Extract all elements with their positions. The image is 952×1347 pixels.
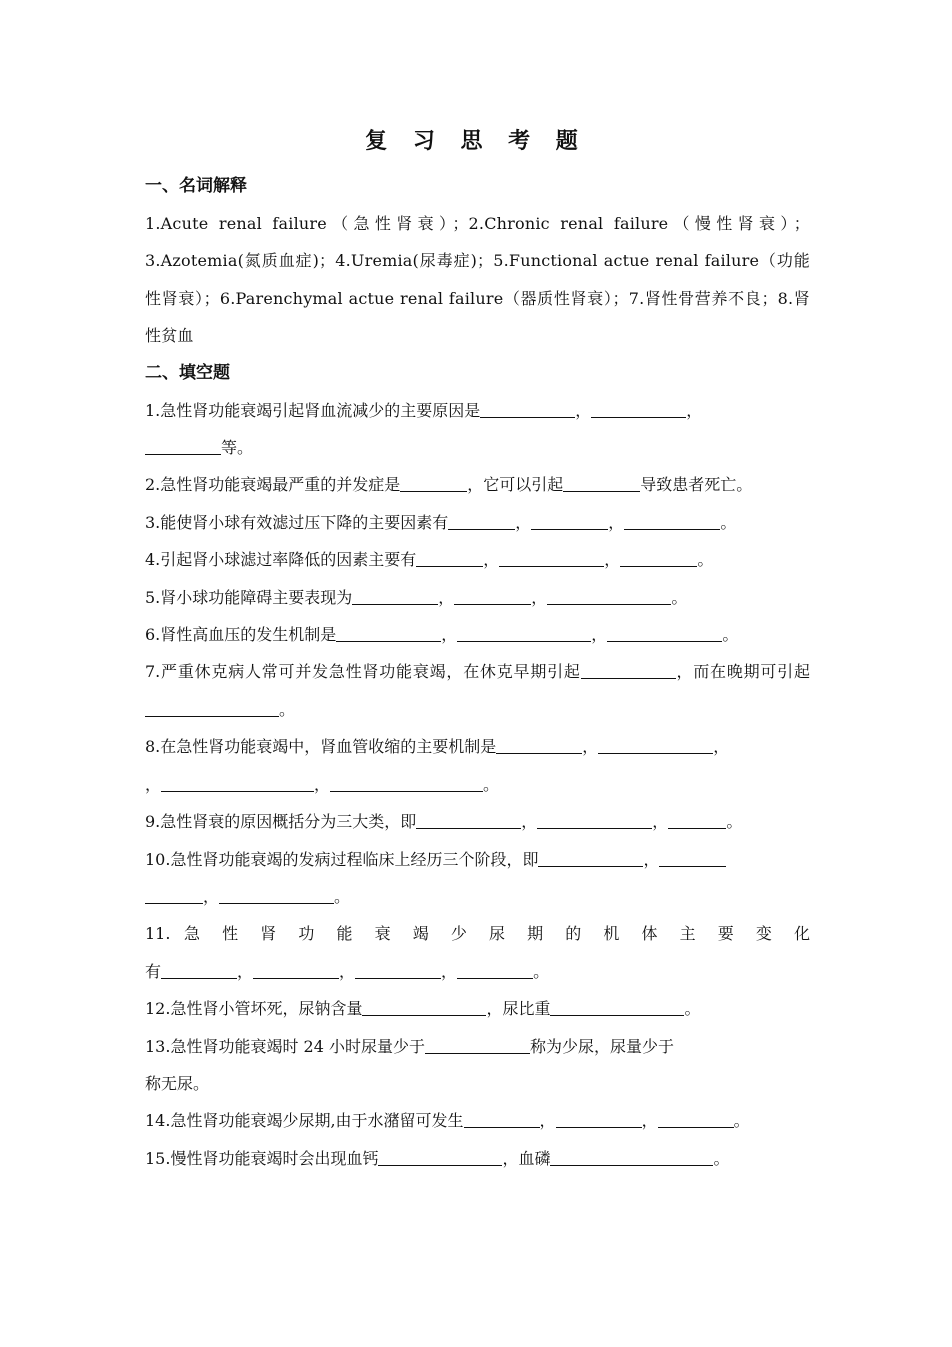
question-1: 1.急性肾功能衰竭引起肾血流减少的主要原因是 ， ， 等。 <box>145 400 703 458</box>
question-15: 15.慢性肾功能衰竭时会出现血钙 ，血磷 。 <box>145 1148 730 1168</box>
question-7: 7.严重休克病人常可并发急性肾功能衰竭，在休克早期引起 ，而在晚期可引起。 <box>145 662 810 719</box>
answer-blank[interactable] <box>537 810 652 829</box>
answer-blank[interactable] <box>581 660 676 679</box>
question-14: 14.急性肾功能衰竭少尿期,由于水潴留可发生 ， ， 。 <box>145 1111 750 1131</box>
question-3: 3.能使肾小球有效滤过压下降的主要因素有 ， ， 。 <box>145 512 737 532</box>
answer-blank[interactable] <box>145 885 203 904</box>
answer-blank[interactable] <box>556 1109 642 1128</box>
question-9: 9.急性肾衰的原因概括分为三大类，即 ， ， 。 <box>145 812 743 832</box>
answer-blank[interactable] <box>457 960 533 979</box>
answer-blank[interactable] <box>624 511 720 530</box>
answer-blank[interactable] <box>362 997 486 1016</box>
question-10: 10.急性肾功能衰竭的发病过程临床上经历三个阶段，即 ， ， 。 <box>145 841 810 916</box>
answer-blank[interactable] <box>480 399 575 418</box>
section-heading-definitions: 一、名词解释 <box>145 176 247 196</box>
answer-blank[interactable] <box>448 511 515 530</box>
question-13: 13.急性肾功能衰竭时 24 小时尿量少于 称为少尿，尿量少于 称无尿。 <box>145 1036 674 1093</box>
answer-blank[interactable] <box>499 548 604 567</box>
answer-blank[interactable] <box>659 848 726 867</box>
question-6: 6.肾性高血压的发生机制是 ， ， 。 <box>145 625 739 645</box>
answer-blank[interactable] <box>598 735 713 754</box>
question-2: 2.急性肾功能衰竭最严重的并发症是 ，它可以引起 导致患者死亡。 <box>145 475 753 495</box>
answer-blank[interactable] <box>145 436 221 455</box>
question-12: 12.急性肾小管坏死，尿钠含量 ，尿比重 。 <box>145 999 701 1019</box>
answer-blank[interactable] <box>620 548 697 567</box>
definitions-list: 1.Acute renal failure（急性肾衰）；2.Chronic renal failure（慢性肾衰）；3.Azotemia(氮质血症)；4.Uremia(尿毒症)；5.Functional actue renal failure（功能性肾衰）；6.Parenchymal actue renal failure（器质性肾衰）；7.肾性骨营养不良；8.肾性贫血 <box>145 214 810 346</box>
question-4: 4.引起肾小球滤过率降低的因素主要有 ， ， 。 <box>145 550 714 570</box>
answer-blank[interactable] <box>607 623 722 642</box>
answer-blank[interactable] <box>538 848 643 867</box>
answer-blank[interactable] <box>336 623 441 642</box>
content-body <box>145 168 810 1177</box>
answer-blank[interactable] <box>464 1109 540 1128</box>
answer-blank[interactable] <box>668 810 726 829</box>
answer-blank[interactable] <box>591 399 686 418</box>
section-heading-fill-blanks: 二、填空题 <box>145 362 230 383</box>
answer-blank[interactable] <box>161 773 314 792</box>
answer-blank[interactable] <box>219 885 334 904</box>
answer-blank[interactable] <box>563 473 640 492</box>
answer-blank[interactable] <box>496 735 582 754</box>
answer-blank[interactable] <box>416 810 521 829</box>
answer-blank[interactable] <box>400 473 467 492</box>
answer-blank[interactable] <box>416 548 483 567</box>
answer-blank[interactable] <box>454 586 531 605</box>
answer-blank[interactable] <box>253 960 339 979</box>
answer-blank[interactable] <box>425 1035 530 1054</box>
question-8: 8.在急性肾功能衰竭中，肾血管收缩的主要机制是 ， ， ， ， 。 <box>145 737 730 794</box>
answer-blank[interactable] <box>550 1147 713 1166</box>
answer-blank[interactable] <box>457 623 591 642</box>
page-title: 复 习 思 考 题 <box>365 129 587 154</box>
answer-blank[interactable] <box>355 960 441 979</box>
answer-blank[interactable] <box>145 698 279 717</box>
answer-blank[interactable] <box>352 586 438 605</box>
answer-blank[interactable] <box>378 1147 502 1166</box>
answer-blank[interactable] <box>550 997 684 1016</box>
answer-blank[interactable] <box>531 511 608 530</box>
answer-blank[interactable] <box>330 773 483 792</box>
answer-blank[interactable] <box>161 960 237 979</box>
question-11: 11. 急 性 肾 功 能 衰 竭 少 尿 期 的 机 体 主 要 变 化 有 ， ， ， 。 <box>145 924 810 981</box>
question-5: 5.肾小球功能障碍主要表现为 ， ， 。 <box>145 587 688 607</box>
answer-blank[interactable] <box>658 1109 734 1128</box>
answer-blank[interactable] <box>547 586 671 605</box>
